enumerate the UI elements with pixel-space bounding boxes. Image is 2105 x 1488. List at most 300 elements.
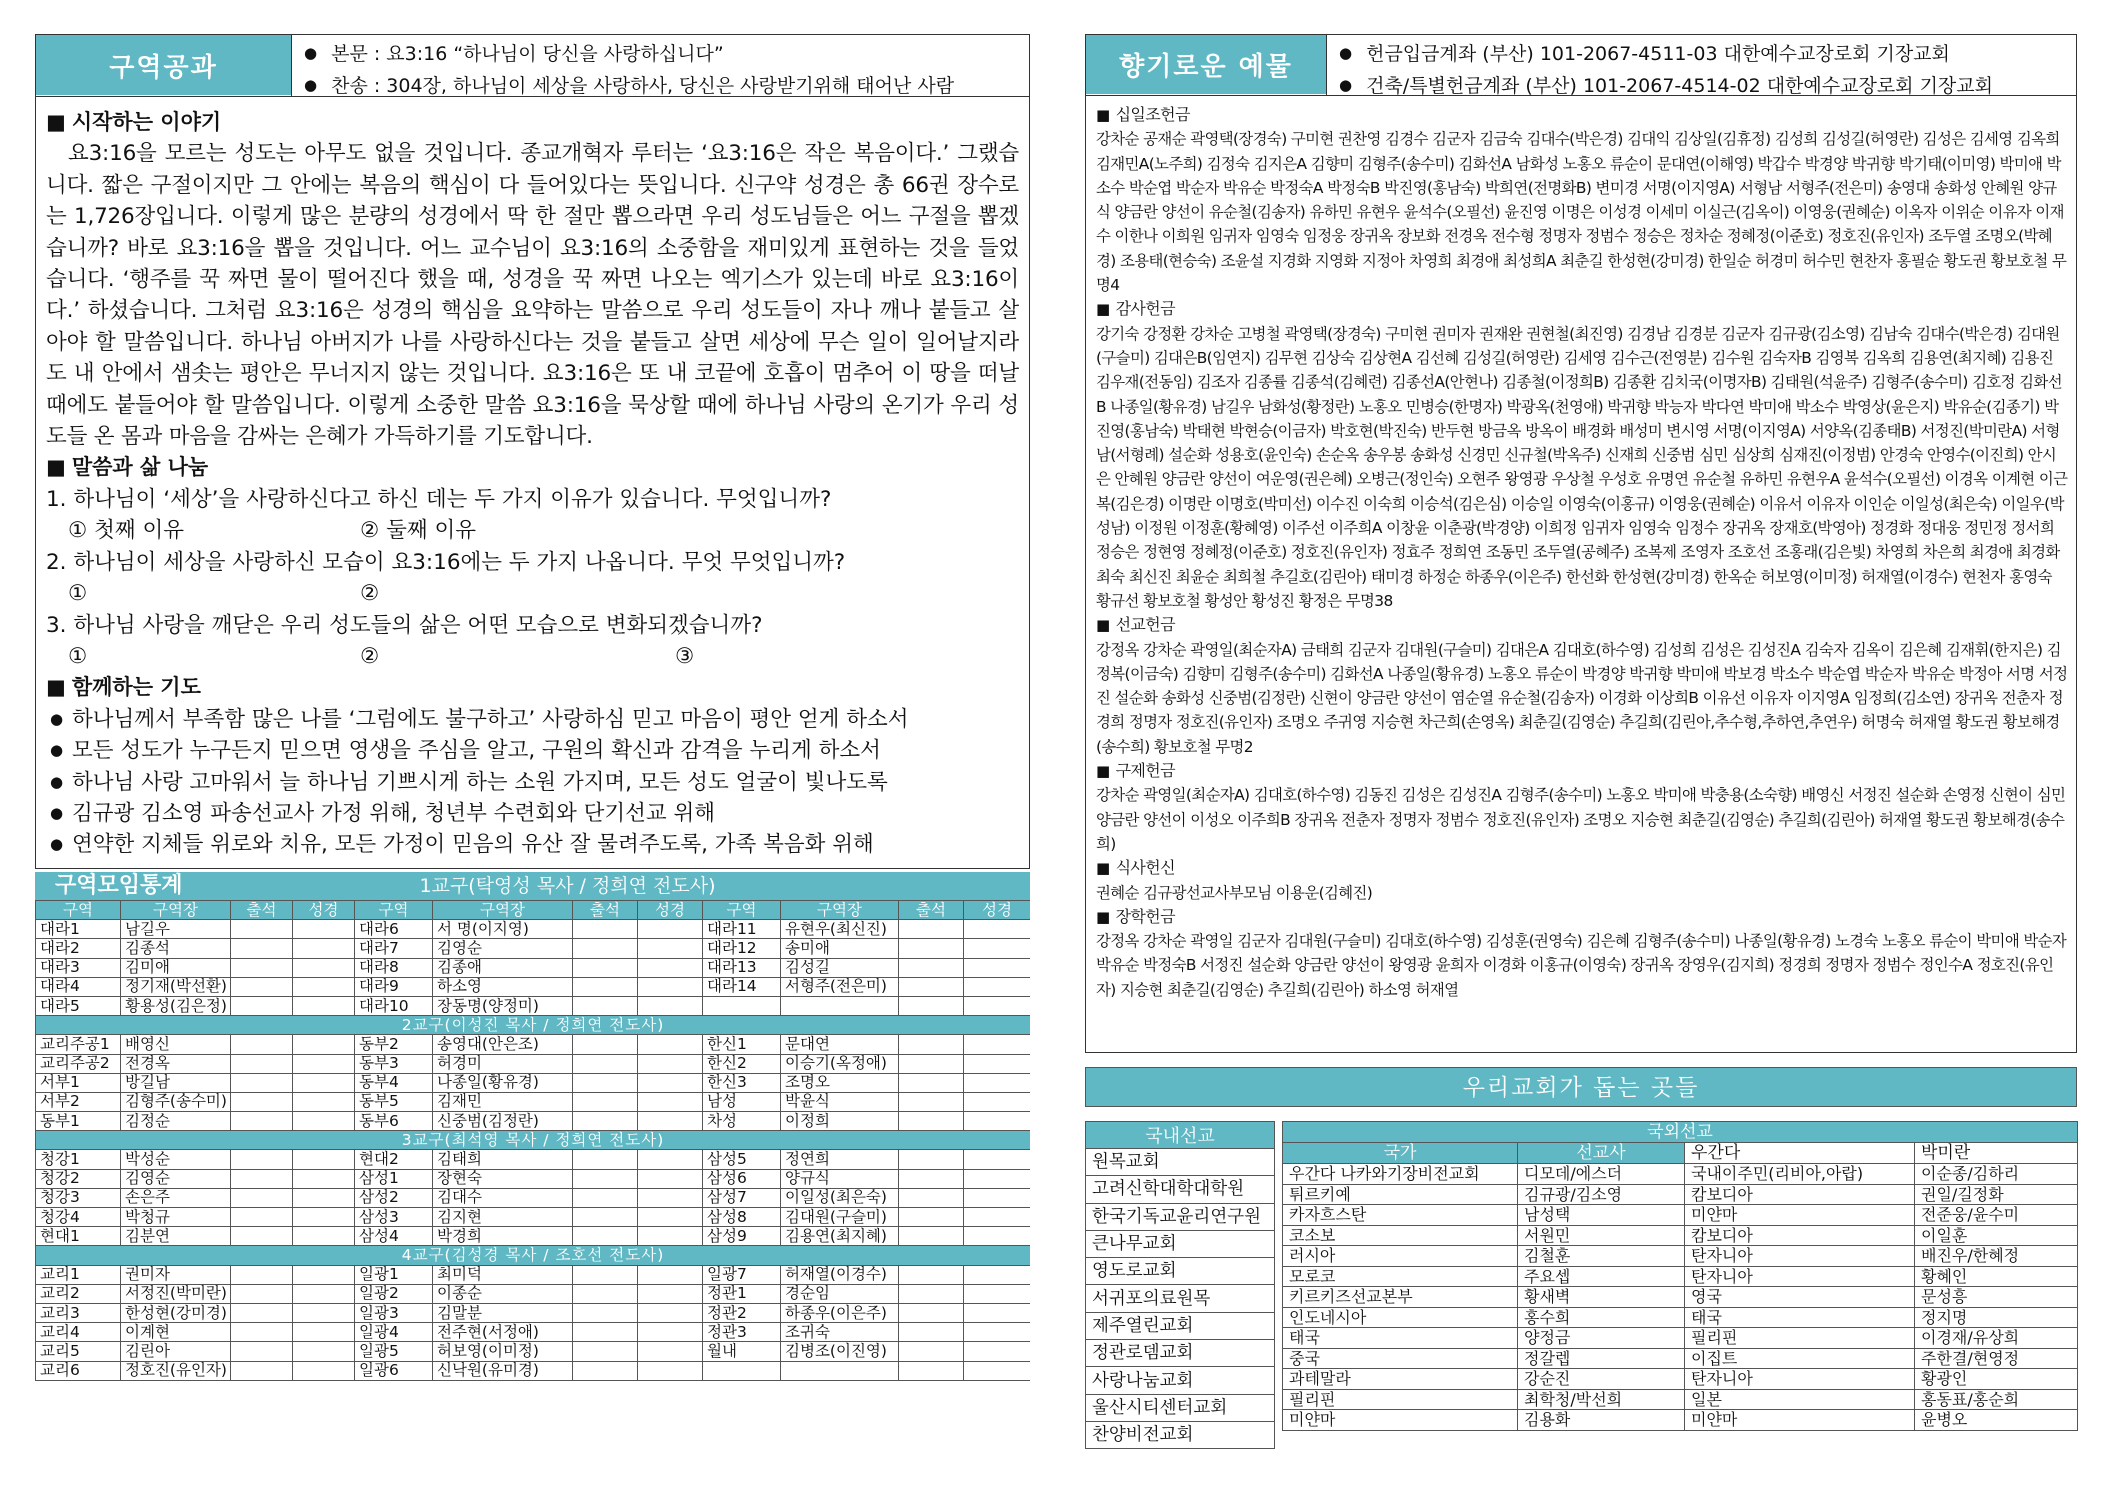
col-district: 구역 xyxy=(355,901,433,920)
ministry-title: 우리교회가 돕는 곳들 xyxy=(1085,1067,2077,1107)
foreign-panel xyxy=(1282,1121,2077,1431)
stats-row xyxy=(36,1188,1031,1207)
bible-cell[interactable] xyxy=(293,1265,355,1284)
domestic-row xyxy=(1086,1176,1275,1203)
district-cell: 서부2 xyxy=(36,1092,121,1111)
foreign-title: 국외선교 xyxy=(1283,1122,2078,1143)
bible-cell[interactable] xyxy=(638,920,703,939)
bible-cell[interactable] xyxy=(638,1054,703,1073)
missionary-cell: 황새벽 xyxy=(1518,1287,1685,1308)
attendance-cell[interactable] xyxy=(899,1054,964,1073)
bible-cell[interactable] xyxy=(638,1342,703,1361)
leader-cell: 박경희 xyxy=(433,1227,573,1246)
attendance-cell[interactable] xyxy=(573,1169,638,1188)
attendance-cell[interactable] xyxy=(899,1342,964,1361)
stats-row xyxy=(36,1323,1031,1342)
offering-title: 향기로운 예물 xyxy=(1086,35,1326,94)
district-cell: 일광5 xyxy=(355,1342,433,1361)
bible-cell[interactable] xyxy=(293,1073,355,1092)
bible-cell[interactable] xyxy=(964,1361,1031,1380)
leader-cell: 김대수 xyxy=(433,1188,573,1207)
attendance-cell[interactable] xyxy=(899,1208,964,1227)
attendance-cell[interactable] xyxy=(573,1227,638,1246)
attendance-cell[interactable] xyxy=(231,1092,293,1111)
bible-cell[interactable] xyxy=(964,939,1031,958)
domestic-title: 국내선교 xyxy=(1086,1122,1275,1149)
district-cell: 대라13 xyxy=(703,958,781,977)
attendance-cell[interactable] xyxy=(899,1323,964,1342)
country-cell: 캄보디아 xyxy=(1685,1184,1915,1205)
attendance-cell[interactable] xyxy=(899,1092,964,1111)
leader-cell: 김태희 xyxy=(433,1150,573,1169)
bible-cell[interactable] xyxy=(293,1342,355,1361)
bible-cell[interactable] xyxy=(293,996,355,1015)
district-cell: 남성 xyxy=(703,1092,781,1111)
bible-cell[interactable] xyxy=(638,1361,703,1380)
offering-names: 강차순 곽영일(최순자A) 김대호(하수영) 김동진 김성은 김성진A 김형주(송수미) 노홍오 박미애 박충용(소숙향) 배영신 서정진 설순화 손영정 신현이 심민 양금란 양선이 이성오 이주희B 장귀옥 전춘자 정명자 정범수 정호진(유인자) 조명오 지승현 최춘길(김영순) 추길희(김린아) 허재열 황도권 황보해경(송수희) xyxy=(1096,786,2066,853)
attendance-cell[interactable] xyxy=(231,1303,293,1322)
leader-cell: 양규식 xyxy=(781,1169,899,1188)
domestic-row xyxy=(1086,1394,1275,1421)
domestic-church: 고려신학대학대학원 xyxy=(1086,1176,1275,1203)
bible-cell[interactable] xyxy=(638,1092,703,1111)
stats-row xyxy=(36,958,1031,977)
domestic-row xyxy=(1086,1230,1275,1257)
offering-section-heading: ■ 식사헌신 xyxy=(1096,856,2068,880)
attendance-cell[interactable] xyxy=(899,1112,964,1131)
leader-cell: 김용연(최지혜) xyxy=(781,1227,899,1246)
attendance-cell[interactable] xyxy=(231,1188,293,1207)
bible-cell[interactable] xyxy=(293,1361,355,1380)
attendance-cell[interactable] xyxy=(899,1265,964,1284)
bible-cell[interactable] xyxy=(964,1035,1031,1054)
leader-cell xyxy=(781,996,899,1015)
study-header xyxy=(36,35,1030,97)
missionary-cell: 이경재/유상희 xyxy=(1915,1328,2078,1349)
scripture-line: ● 본문 : 요3:16 “하나님이 당신을 사랑하십니다” xyxy=(304,39,1019,71)
domestic-row xyxy=(1086,1258,1275,1285)
bible-cell[interactable] xyxy=(638,1303,703,1322)
bible-cell[interactable] xyxy=(964,1112,1031,1131)
leader-cell: 이종순 xyxy=(433,1284,573,1303)
attendance-cell[interactable] xyxy=(231,920,293,939)
missionary-cell: 디모데/에스더 xyxy=(1518,1164,1685,1185)
stats-header-row xyxy=(36,901,1031,920)
col-attend: 출석 xyxy=(231,901,293,920)
col-leader: 구역장 xyxy=(433,901,573,920)
leader-cell: 신낙원(유미경) xyxy=(433,1361,573,1380)
attendance-cell[interactable] xyxy=(231,939,293,958)
country-cell: 국내이주민(리비아,아랍) xyxy=(1685,1164,1915,1185)
country-cell: 필리핀 xyxy=(1283,1389,1518,1410)
prayer-item: ● 김규광 김소영 파송선교사 가정 위해, 청년부 수련회와 단기선교 위해 xyxy=(46,798,1019,829)
missionary-cell: 김철훈 xyxy=(1518,1246,1685,1267)
domestic-row xyxy=(1086,1312,1275,1339)
bible-cell[interactable] xyxy=(964,1054,1031,1073)
country-cell: 이집트 xyxy=(1685,1348,1915,1369)
district-cell: 대라3 xyxy=(36,958,121,977)
bible-cell[interactable] xyxy=(293,1035,355,1054)
district-cell xyxy=(703,996,781,1015)
leader-cell: 유현우(최신진) xyxy=(781,920,899,939)
country-cell: 필리핀 xyxy=(1685,1328,1915,1349)
bible-cell[interactable] xyxy=(638,1208,703,1227)
domestic-church: 울산시티센터교회 xyxy=(1086,1394,1275,1421)
offering-names: 강정옥 강차순 곽영일(최순자A) 금태희 김군자 김대원(구슬미) 김대은A 김대호(하수영) 김성희 김성은 김성진A 김숙자 김옥이 김은혜 김재휘(한지은) 김정복(이금숙) 김향미 김형주(송수미) 김화선A 나종일(황유경) 노홍오 류순이 박경양 박귀향 박미애 박보경 박소수 박순엽 박순자 박유순 박정아 서명 서정진 설순화 송화성 신중범(김정란) 신현이 양금란 양선이 염순열 유순철(김송자) 이경화 이상희B 이유선 이유자 이지영A 임정희(김소연) 장귀옥 전춘자 정경희 정명자 정호진(유인자) 조명오 주귀영 지승현 차근희(손영옥) 최춘길(김영순) 추길희(김린아,추수형,추하연,추연우) 허명숙 허재열 황도권 황보해경(송수희) 황보호철 무명2 xyxy=(1096,640,2068,756)
attendance-cell[interactable] xyxy=(573,958,638,977)
intro-text: 요3:16을 모르는 성도는 아무도 없을 것입니다. 종교개혁자 루터는 ‘요3:16은 작은 복음이다.’ 그랬습니다. 짧은 구절이지만 그 안에는 복음의 핵심이 다 들어있다는 뜻입니다. 신구약 성경은 총 66권 장수로는 1,726장입니다. 이렇게 많은 분량의 성경에서 딱 한 절만 뽑으라면 우리 성도님들은 어느 구절을 뽑겠습니까? 바로 요3:16을 뽑을 것입니다. 어느 교수님이 요3:16의 소중함을 재미있게 표현하는 것을 들었습니다. ‘행주를 꾹 짜면 물이 떨어진다 했을 때, 성경을 꾹 짜면 나오는 엑기스가 있는데 바로 요3:16이다.’ 하셨습니다. 그처럼 요3:16은 성경의 핵심을 요약하는 말씀으로 우리 성도들이 자나 깨나 붙들고 살아야 할 말씀입니다. 하나님 아버지가 나를 사랑하신다는 것을 붙들고 살면 세상에 무슨 일이 일어날지라도 내 안에서 샘솟는 평안은 무너지지 않는 것입니다. 요3:16은 또 내 코끝에 호흡이 멈추어 이 땅을 떠날 때에도 붙들어야 할 말씀입니다. 이렇게 소중한 말씀 요3:16을 묵상할 때에 하나님 사랑의 온기가 우리 성도들 온 몸과 마음을 감싸는 은혜가 가득하기를 기도합니다. xyxy=(46,141,1019,450)
stats-row xyxy=(36,1227,1031,1246)
offering-header-lines xyxy=(1326,35,2077,95)
bible-cell[interactable] xyxy=(964,1150,1031,1169)
district-cell: 대라1 xyxy=(36,920,121,939)
country-cell: 탄자니아 xyxy=(1685,1246,1915,1267)
missionary-cell: 주한결/현영정 xyxy=(1915,1348,2078,1369)
leader-cell: 박청규 xyxy=(121,1208,231,1227)
missionary-cell: 최학청/박선희 xyxy=(1518,1389,1685,1410)
bible-cell[interactable] xyxy=(293,920,355,939)
bible-cell[interactable] xyxy=(638,1323,703,1342)
leader-cell: 김성길 xyxy=(781,958,899,977)
col-bible: 성경 xyxy=(638,901,703,920)
attendance-cell[interactable] xyxy=(231,1112,293,1131)
district-cell: 대라6 xyxy=(355,920,433,939)
domestic-church: 서귀포의료원목 xyxy=(1086,1285,1275,1312)
attendance-cell[interactable] xyxy=(899,1035,964,1054)
attendance-cell[interactable] xyxy=(573,1112,638,1131)
district-cell: 동부4 xyxy=(355,1073,433,1092)
leader-cell: 방길남 xyxy=(121,1073,231,1092)
foreign-table xyxy=(1282,1121,2078,1431)
attendance-cell[interactable] xyxy=(899,1073,964,1092)
district-cell: 삼성3 xyxy=(355,1208,433,1227)
leader-cell: 서형주(전은미) xyxy=(781,977,899,996)
attendance-cell[interactable] xyxy=(899,1169,964,1188)
bible-cell[interactable] xyxy=(964,1208,1031,1227)
offering-section-heading: ■ 선교헌금 xyxy=(1096,613,2068,637)
attendance-cell[interactable] xyxy=(573,1284,638,1303)
missionary-cell: 남성택 xyxy=(1518,1205,1685,1226)
leader-cell: 허경미 xyxy=(433,1054,573,1073)
attendance-cell[interactable] xyxy=(573,1208,638,1227)
leader-cell: 서 명(이지영) xyxy=(433,920,573,939)
bible-cell[interactable] xyxy=(638,1284,703,1303)
leader-cell xyxy=(781,1361,899,1380)
leader-cell: 배영신 xyxy=(121,1035,231,1054)
life-heading: ■ 말씀과 삶 나눔 xyxy=(46,452,1019,483)
country-cell: 캄보디아 xyxy=(1685,1225,1915,1246)
attendance-cell[interactable] xyxy=(231,1265,293,1284)
bible-cell[interactable] xyxy=(964,1323,1031,1342)
bible-cell[interactable] xyxy=(293,1323,355,1342)
bible-cell[interactable] xyxy=(638,939,703,958)
attendance-cell[interactable] xyxy=(231,1054,293,1073)
offering-section-heading: ■ 장학헌금 xyxy=(1096,905,2068,929)
answer-2a: ① xyxy=(68,581,88,607)
foreign-row xyxy=(1283,1287,2078,1308)
prayer-item: ● 하나님 사랑 고마워서 늘 하나님 기쁘시게 하는 소원 가지며, 모든 성도 얼굴이 빛나도록 xyxy=(46,767,1019,798)
leader-cell: 황용성(김은정) xyxy=(121,996,231,1015)
attendance-cell[interactable] xyxy=(231,1342,293,1361)
bible-cell[interactable] xyxy=(638,1265,703,1284)
attendance-cell[interactable] xyxy=(573,920,638,939)
district-cell: 일광4 xyxy=(355,1323,433,1342)
answer-row-2 xyxy=(46,578,1019,609)
leader-cell: 신중범(김정란) xyxy=(433,1112,573,1131)
attendance-cell[interactable] xyxy=(573,1054,638,1073)
domestic-row xyxy=(1086,1421,1275,1448)
offering-section-heading: ■ 십일조헌금 xyxy=(1096,103,2068,127)
district-cell: 대라8 xyxy=(355,958,433,977)
leader-cell: 나종일(황유경) xyxy=(433,1073,573,1092)
country-cell: 튀르키예 xyxy=(1283,1184,1518,1205)
study-title: 구역공과 xyxy=(36,35,291,95)
district-band: 2교구(이성진 목사 / 정희연 전도사) xyxy=(36,1016,1031,1035)
col-bible: 성경 xyxy=(293,901,355,920)
col-missionary: 선교사 xyxy=(1518,1143,1685,1164)
attendance-cell[interactable] xyxy=(573,939,638,958)
attendance-cell[interactable] xyxy=(231,958,293,977)
leader-cell: 허보영(이미정) xyxy=(433,1342,573,1361)
attendance-cell[interactable] xyxy=(899,1150,964,1169)
district-cell: 교리주공2 xyxy=(36,1054,121,1073)
offering-section-heading: ■ 감사헌금 xyxy=(1096,297,2068,321)
missionary-cell: 전준웅/윤수미 xyxy=(1915,1205,2078,1226)
foreign-row xyxy=(1283,1389,2078,1410)
district-cell: 한신2 xyxy=(703,1054,781,1073)
bible-cell[interactable] xyxy=(964,1169,1031,1188)
attendance-cell[interactable] xyxy=(573,977,638,996)
bible-cell[interactable] xyxy=(293,958,355,977)
district-cell: 삼성8 xyxy=(703,1208,781,1227)
attendance-cell[interactable] xyxy=(573,1361,638,1380)
bible-cell[interactable] xyxy=(293,1188,355,1207)
attendance-cell[interactable] xyxy=(899,996,964,1015)
bible-cell[interactable] xyxy=(964,1188,1031,1207)
attendance-cell[interactable] xyxy=(231,1150,293,1169)
attendance-cell[interactable] xyxy=(231,977,293,996)
attendance-cell[interactable] xyxy=(573,1323,638,1342)
domestic-row xyxy=(1086,1149,1275,1176)
leader-cell: 남길우 xyxy=(121,920,231,939)
attendance-cell[interactable] xyxy=(899,958,964,977)
leader-cell: 박성순 xyxy=(121,1150,231,1169)
bible-cell[interactable] xyxy=(638,1227,703,1246)
bible-cell[interactable] xyxy=(293,1092,355,1111)
bible-cell[interactable] xyxy=(293,1169,355,1188)
bible-cell[interactable] xyxy=(638,1169,703,1188)
foreign-row xyxy=(1283,1164,2078,1185)
bible-cell[interactable] xyxy=(964,1303,1031,1322)
leader-cell: 송미애 xyxy=(781,939,899,958)
bible-cell[interactable] xyxy=(293,1054,355,1073)
attendance-cell[interactable] xyxy=(231,1035,293,1054)
district-band-row xyxy=(36,1246,1031,1265)
district-cell: 청강1 xyxy=(36,1150,121,1169)
bible-cell[interactable] xyxy=(638,1112,703,1131)
leader-cell: 김형주(송수미) xyxy=(121,1092,231,1111)
country-cell: 일본 xyxy=(1685,1389,1915,1410)
answer-1a: ① 첫째 이유 xyxy=(68,518,185,544)
district-band-row xyxy=(36,1131,1031,1150)
bible-cell[interactable] xyxy=(293,1303,355,1322)
attendance-cell[interactable] xyxy=(231,1073,293,1092)
district-cell: 삼성9 xyxy=(703,1227,781,1246)
attendance-cell[interactable] xyxy=(899,1284,964,1303)
prayer-heading: ■ 함께하는 기도 xyxy=(46,672,1019,703)
bible-cell[interactable] xyxy=(638,958,703,977)
domestic-church: 정관로뎀교회 xyxy=(1086,1340,1275,1367)
attendance-cell[interactable] xyxy=(899,920,964,939)
district-cell: 일광2 xyxy=(355,1284,433,1303)
domestic-church: 큰나무교회 xyxy=(1086,1230,1275,1257)
attendance-cell[interactable] xyxy=(899,977,964,996)
district-cell: 삼성7 xyxy=(703,1188,781,1207)
bible-cell[interactable] xyxy=(638,1035,703,1054)
attendance-cell[interactable] xyxy=(899,939,964,958)
offering-header xyxy=(1086,35,2077,96)
leader-cell: 이계현 xyxy=(121,1323,231,1342)
stats-row xyxy=(36,1092,1031,1111)
country-cell: 코소보 xyxy=(1283,1225,1518,1246)
district-cell: 교리주공1 xyxy=(36,1035,121,1054)
bible-cell[interactable] xyxy=(293,1112,355,1131)
leader-cell: 최미덕 xyxy=(433,1265,573,1284)
missionary-cell: 문성흥 xyxy=(1915,1287,2078,1308)
attendance-cell[interactable] xyxy=(231,1361,293,1380)
foreign-row xyxy=(1283,1266,2078,1287)
attendance-cell[interactable] xyxy=(573,1035,638,1054)
offering-names: 권혜순 김규광선교사부모님 이용운(김혜진) xyxy=(1096,883,1373,902)
domestic-church: 원목교회 xyxy=(1086,1149,1275,1176)
attendance-cell[interactable] xyxy=(899,1188,964,1207)
hymn-line: ● 찬송 : 304장, 하나님이 세상을 사랑하사, 당신은 사랑받기위해 태어난 사람 xyxy=(304,71,1019,96)
bible-cell[interactable] xyxy=(293,1227,355,1246)
bible-cell[interactable] xyxy=(964,1342,1031,1361)
attendance-cell[interactable] xyxy=(231,1227,293,1246)
missionary-cell: 강순진 xyxy=(1518,1369,1685,1390)
bible-cell[interactable] xyxy=(964,1265,1031,1284)
bible-cell[interactable] xyxy=(638,1150,703,1169)
leader-cell: 정호진(유인자) xyxy=(121,1361,231,1380)
question-2: 2. 하나님이 세상을 사랑하신 모습이 요3:16에는 두 가지 나옵니다. 무엇 무엇입니까? xyxy=(46,549,846,575)
district-cell: 교리4 xyxy=(36,1323,121,1342)
attendance-cell[interactable] xyxy=(899,1361,964,1380)
country-cell: 탄자니아 xyxy=(1685,1266,1915,1287)
attendance-cell[interactable] xyxy=(899,1227,964,1246)
col-attend: 출석 xyxy=(573,901,638,920)
domestic-church: 영도로교회 xyxy=(1086,1258,1275,1285)
leader-cell: 한성현(강미경) xyxy=(121,1303,231,1322)
prayer-item: ● 모든 성도가 누구든지 믿으면 영생을 주심을 알고, 구원의 확신과 감격을 누리게 하소서 xyxy=(46,735,1019,766)
district-cell: 일광7 xyxy=(703,1265,781,1284)
missionary-cell: 김규광/김소영 xyxy=(1518,1184,1685,1205)
bible-cell[interactable] xyxy=(964,977,1031,996)
answer-row-3 xyxy=(46,641,1019,672)
offering-list xyxy=(1096,103,2068,1002)
district-cell: 대라11 xyxy=(703,920,781,939)
bible-cell[interactable] xyxy=(964,1227,1031,1246)
leader-cell: 김종석 xyxy=(121,939,231,958)
attendance-cell[interactable] xyxy=(573,1188,638,1207)
attendance-cell[interactable] xyxy=(231,996,293,1015)
leader-cell: 장현숙 xyxy=(433,1169,573,1188)
offering-panel xyxy=(1085,34,2077,1053)
bible-cell[interactable] xyxy=(638,996,703,1015)
col-district: 구역 xyxy=(703,901,781,920)
stats-band-1: 1교구(탁영성 목사 / 정희연 전도사) xyxy=(419,875,716,897)
leader-cell: 조명오 xyxy=(781,1073,899,1092)
country-cell: 키르키즈선교본부 xyxy=(1283,1287,1518,1308)
leader-cell: 김영순 xyxy=(121,1169,231,1188)
bible-cell[interactable] xyxy=(638,1188,703,1207)
leader-cell: 경순임 xyxy=(781,1284,899,1303)
bible-cell[interactable] xyxy=(964,958,1031,977)
district-cell: 동부3 xyxy=(355,1054,433,1073)
bible-cell[interactable] xyxy=(293,939,355,958)
domestic-church: 한국기독교윤리연구원 xyxy=(1086,1203,1275,1230)
missionary-cell: 정갈렙 xyxy=(1518,1348,1685,1369)
bible-cell[interactable] xyxy=(293,1150,355,1169)
bible-cell[interactable] xyxy=(293,977,355,996)
stats-row xyxy=(36,1361,1031,1380)
missionary-cell: 양정금 xyxy=(1518,1328,1685,1349)
district-cell: 대라4 xyxy=(36,977,121,996)
district-cell: 현대2 xyxy=(355,1150,433,1169)
attendance-cell[interactable] xyxy=(573,996,638,1015)
account-line-2: ● 건축/특별헌금계좌 (부산) 101-2067-4514-02 대한예수교장로회 기장교회 xyxy=(1339,71,2066,95)
bible-cell[interactable] xyxy=(964,920,1031,939)
leader-cell: 조귀숙 xyxy=(781,1323,899,1342)
bible-cell[interactable] xyxy=(293,1284,355,1303)
bible-cell[interactable] xyxy=(964,1284,1031,1303)
attendance-cell[interactable] xyxy=(231,1284,293,1303)
attendance-cell[interactable] xyxy=(899,1303,964,1322)
col-country: 국가 xyxy=(1283,1143,1518,1164)
missionary-cell: 배진우/한혜정 xyxy=(1915,1246,2078,1267)
attendance-cell[interactable] xyxy=(573,1342,638,1361)
district-cell: 동부5 xyxy=(355,1092,433,1111)
stats-row xyxy=(36,1208,1031,1227)
domestic-row xyxy=(1086,1285,1275,1312)
bible-cell[interactable] xyxy=(638,977,703,996)
stats-row xyxy=(36,1054,1031,1073)
district-cell: 정관3 xyxy=(703,1323,781,1342)
bible-cell[interactable] xyxy=(964,1073,1031,1092)
attendance-cell[interactable] xyxy=(231,1169,293,1188)
attendance-cell[interactable] xyxy=(573,1265,638,1284)
bible-cell[interactable] xyxy=(293,1208,355,1227)
district-cell: 차성 xyxy=(703,1112,781,1131)
stats-row xyxy=(36,1303,1031,1322)
attendance-cell[interactable] xyxy=(231,1323,293,1342)
attendance-cell[interactable] xyxy=(573,1303,638,1322)
domestic-row xyxy=(1086,1203,1275,1230)
attendance-cell[interactable] xyxy=(573,1150,638,1169)
bible-cell[interactable] xyxy=(638,1073,703,1092)
attendance-cell[interactable] xyxy=(573,1073,638,1092)
district-cell: 삼성2 xyxy=(355,1188,433,1207)
district-cell: 동부1 xyxy=(36,1112,121,1131)
district-cell: 교리5 xyxy=(36,1342,121,1361)
bible-cell[interactable] xyxy=(964,1092,1031,1111)
answer-3c: ③ xyxy=(675,643,695,669)
attendance-cell[interactable] xyxy=(231,1208,293,1227)
bible-cell[interactable] xyxy=(964,996,1031,1015)
district-cell: 정관2 xyxy=(703,1303,781,1322)
district-band-row xyxy=(36,1016,1031,1035)
attendance-cell[interactable] xyxy=(573,1092,638,1111)
